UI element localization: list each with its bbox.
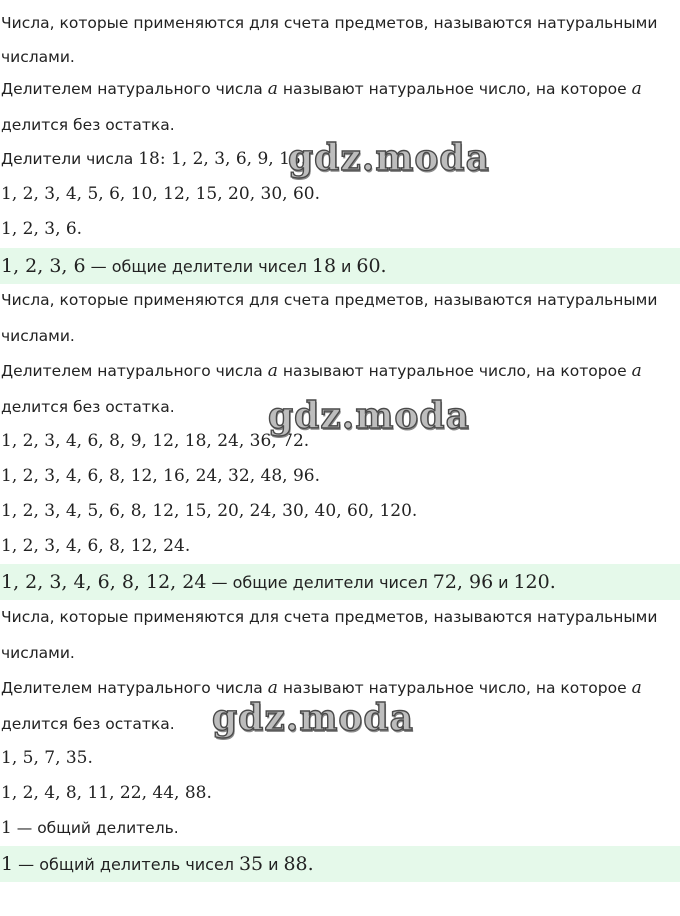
watermark-logo: gdz.moda xyxy=(212,697,414,739)
watermark-logo: gdz.moda xyxy=(288,137,490,179)
watermark-logo: gdz.moda xyxy=(268,395,470,437)
divisors-120: 1, 2, 3, 4, 5, 6, 8, 12, 15, 20, 24, 30, 40, 60, 120. xyxy=(1,501,418,521)
common-divisors-list: 1, 2, 3, 4, 6, 8, 12, 24. xyxy=(1,536,191,556)
definition-divisor-line-1: Делителем натурального числа a называют натуральное число, на которое a xyxy=(1,79,642,99)
conclusion-highlight: 1 — общий делитель чисел 35 и 88. xyxy=(0,846,680,882)
divisors-96: 1, 2, 3, 4, 6, 8, 12, 16, 24, 32, 48, 96. xyxy=(1,466,320,486)
conclusion-highlight: 1, 2, 3, 4, 6, 8, 12, 24 — общие делители чисел 72, 96 и 120. xyxy=(0,564,680,600)
divisors-35: 1, 5, 7, 35. xyxy=(1,748,93,768)
definition-divisor-line-2: делится без остатка. xyxy=(1,116,175,134)
divisors-60: 1, 2, 3, 4, 5, 6, 10, 12, 15, 20, 30, 60. xyxy=(1,184,320,204)
definition-divisor-line-2: делится без остатка. xyxy=(1,715,175,733)
definition-divisor-line-1: Делителем натурального числа a называют натуральное число, на которое a xyxy=(1,361,642,381)
conclusion-highlight: 1, 2, 3, 6 — общие делители чисел 18 и 60. xyxy=(0,248,680,284)
definition-divisor-line-1: Делителем натурального числа a называют натуральное число, на которое a xyxy=(1,678,642,698)
definition-natural-line-1: Числа, которые применяются для счета предметов, называются натуральными xyxy=(1,291,658,309)
divisors-72: 1, 2, 3, 4, 6, 8, 9, 12, 18, 24, 36, 72. xyxy=(1,431,310,451)
divisors-88: 1, 2, 4, 8, 11, 22, 44, 88. xyxy=(1,783,212,803)
definition-natural-line-2: числами. xyxy=(1,48,75,66)
divisors-18: Делители числа 18: 1, 2, 3, 6, 9, 18. xyxy=(1,149,307,169)
definition-natural-line-1: Числа, которые применяются для счета предметов, называются натуральными xyxy=(1,14,658,32)
definition-divisor-line-2: делится без остатка. xyxy=(1,398,175,416)
definition-natural-line-2: числами. xyxy=(1,327,75,345)
common-divisor-line: 1 — общий делитель. xyxy=(1,818,179,838)
definition-natural-line-1: Числа, которые применяются для счета предметов, называются натуральными xyxy=(1,608,658,626)
definition-natural-line-2: числами. xyxy=(1,644,75,662)
common-divisors-list: 1, 2, 3, 6. xyxy=(1,219,83,239)
